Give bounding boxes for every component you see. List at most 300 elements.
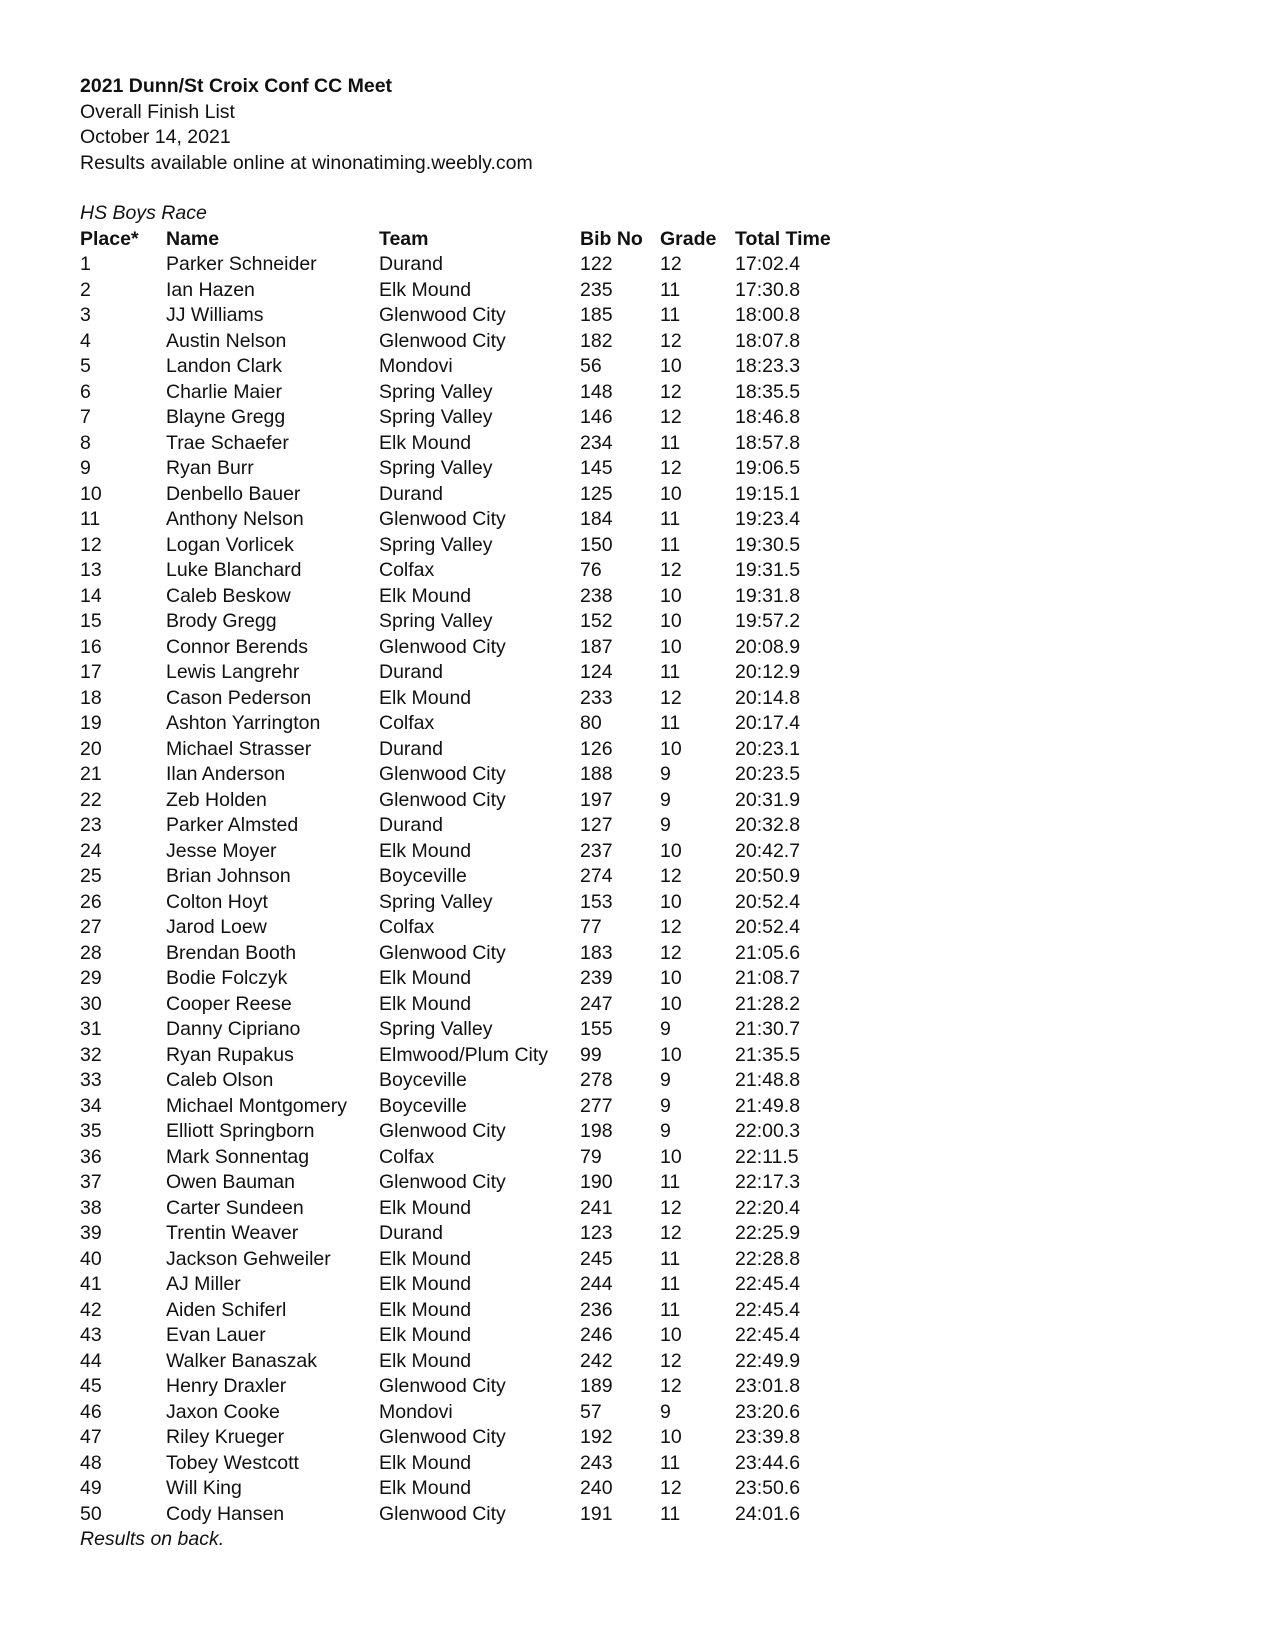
cell-time: 20:23.5 (735, 763, 801, 785)
cell-place: 10 (80, 482, 102, 505)
table-row (80, 1068, 875, 1094)
cell-team: Boyceville (379, 865, 467, 887)
table-row (80, 1502, 875, 1528)
cell-grade: 10 (660, 839, 682, 862)
cell-name: Ilan Anderson (166, 763, 286, 785)
cell-bib: 76 (580, 559, 602, 581)
table-row (80, 686, 875, 712)
cell-name: Tobey Westcott (166, 1451, 299, 1474)
cell-time: 21:30.7 (735, 1018, 801, 1040)
meet-date: October 14, 2021 (80, 126, 231, 148)
cell-place: 15 (80, 610, 102, 632)
cell-time: 23:39.8 (735, 1426, 801, 1448)
cell-bib: 236 (580, 1298, 613, 1321)
cell-time: 21:35.5 (735, 1043, 801, 1066)
table-row (80, 1425, 875, 1451)
cell-bib: 246 (580, 1324, 613, 1346)
cell-time: 22:17.3 (735, 1171, 801, 1193)
table-row (80, 303, 875, 329)
cell-bib: 235 (580, 278, 613, 301)
cell-place: 44 (80, 1349, 102, 1372)
cell-time: 18:23.3 (735, 355, 801, 377)
cell-place: 28 (80, 941, 102, 964)
cell-time: 20:14.8 (735, 686, 801, 709)
cell-name: Blayne Gregg (166, 406, 286, 428)
cell-place: 31 (80, 1018, 102, 1040)
cell-team: Elk Mound (379, 1247, 472, 1270)
cell-grade: 11 (660, 1273, 681, 1295)
cell-place: 43 (80, 1324, 102, 1346)
cell-name: Trentin Weaver (166, 1222, 299, 1244)
cell-time: 22:45.4 (735, 1298, 801, 1321)
cell-place: 22 (80, 788, 102, 811)
cell-bib: 234 (580, 431, 613, 454)
cell-time: 22:11.5 (735, 1145, 799, 1168)
cell-place: 7 (80, 406, 91, 428)
results-table (80, 227, 875, 1528)
table-row (80, 507, 875, 533)
cell-grade: 11 (660, 1451, 681, 1474)
cell-grade: 11 (660, 1171, 681, 1193)
cell-team: Spring Valley (379, 406, 493, 428)
cell-time: 20:50.9 (735, 865, 801, 887)
cell-team: Elk Mound (379, 431, 472, 454)
cell-name: Denbello Bauer (166, 482, 301, 505)
cell-bib: 185 (580, 304, 613, 326)
cell-team: Glenwood City (379, 635, 506, 658)
cell-bib: 233 (580, 686, 613, 709)
cell-grade: 12 (660, 865, 682, 887)
cell-team: Elk Mound (379, 1324, 472, 1346)
cell-team: Glenwood City (379, 941, 506, 964)
table-row (80, 1374, 875, 1400)
cell-team: Glenwood City (379, 1375, 506, 1397)
results-header-row (80, 227, 875, 253)
cell-grade: 9 (660, 1094, 671, 1117)
cell-place: 6 (80, 380, 91, 403)
cell-bib: 183 (580, 941, 613, 964)
cell-bib: 240 (580, 1477, 613, 1499)
table-row (80, 1349, 875, 1375)
table-row (80, 1247, 875, 1273)
cell-grade: 10 (660, 355, 682, 377)
cell-bib: 77 (580, 916, 602, 938)
cell-grade: 12 (660, 380, 682, 403)
cell-time: 23:44.6 (735, 1451, 801, 1474)
cell-team: Elk Mound (379, 992, 472, 1015)
cell-grade: 12 (660, 941, 682, 964)
cell-bib: 146 (580, 406, 613, 428)
cell-grade: 12 (660, 916, 682, 938)
cell-team: Colfax (379, 559, 435, 581)
cell-grade: 12 (660, 686, 682, 709)
cell-grade: 10 (660, 635, 682, 658)
cell-time: 20:31.9 (735, 788, 801, 811)
cell-place: 29 (80, 967, 102, 989)
cell-place: 19 (80, 712, 102, 734)
cell-place: 20 (80, 737, 102, 760)
cell-bib: 152 (580, 610, 613, 632)
cell-bib: 244 (580, 1273, 613, 1295)
cell-bib: 188 (580, 763, 613, 785)
cell-team: Durand (379, 1222, 443, 1244)
cell-name: Ryan Rupakus (166, 1043, 294, 1066)
results-online-note: Results available online at winonatiming.weebly.com (80, 151, 533, 174)
col-header-place: Place* (80, 227, 139, 250)
cell-team: Elk Mound (379, 967, 472, 989)
cell-bib: 153 (580, 890, 613, 913)
cell-place: 26 (80, 890, 102, 913)
table-row (80, 482, 875, 508)
cell-name: Colton Hoyt (166, 890, 268, 913)
cell-time: 22:45.4 (735, 1273, 801, 1295)
cell-place: 45 (80, 1375, 102, 1397)
cell-grade: 9 (660, 1120, 671, 1142)
meet-title: 2021 Dunn/St Croix Conf CC Meet (80, 75, 393, 97)
col-header-grade: Grade (660, 227, 717, 250)
cell-name: Henry Draxler (166, 1375, 287, 1397)
cell-name: Jarod Loew (166, 916, 267, 938)
cell-name: Evan Lauer (166, 1324, 266, 1346)
cell-bib: 238 (580, 584, 613, 607)
cell-name: Anthony Nelson (166, 508, 304, 530)
cell-grade: 10 (660, 1426, 682, 1448)
cell-team: Durand (379, 661, 443, 683)
table-row (80, 660, 875, 686)
cell-grade: 11 (660, 278, 681, 301)
cell-time: 20:17.4 (735, 712, 801, 734)
cell-bib: 237 (580, 839, 613, 862)
col-header-team: Team (379, 227, 429, 250)
list-subtitle: Overall Finish List (80, 100, 235, 123)
cell-name: Ian Hazen (166, 278, 255, 301)
cell-time: 18:57.8 (735, 431, 801, 454)
cell-grade: 9 (660, 814, 671, 836)
cell-time: 18:46.8 (735, 406, 801, 428)
cell-name: Jaxon Cooke (166, 1400, 280, 1423)
table-row (80, 1094, 875, 1120)
cell-time: 18:35.5 (735, 380, 801, 403)
cell-team: Spring Valley (379, 610, 493, 632)
table-row (80, 1272, 875, 1298)
cell-grade: 10 (660, 992, 682, 1015)
table-row (80, 431, 875, 457)
cell-team: Boyceville (379, 1069, 467, 1091)
cell-name: Logan Vorlicek (166, 533, 294, 556)
cell-team: Spring Valley (379, 380, 493, 403)
col-header-time: Total Time (735, 227, 831, 250)
table-row (80, 813, 875, 839)
cell-name: Caleb Beskow (166, 584, 291, 607)
cell-team: Glenwood City (379, 1120, 506, 1142)
cell-place: 34 (80, 1094, 102, 1117)
table-row (80, 1476, 875, 1502)
cell-place: 13 (80, 559, 102, 581)
cell-bib: 182 (580, 329, 613, 352)
cell-time: 19:15.1 (735, 482, 801, 505)
table-row (80, 456, 875, 482)
col-header-name: Name (166, 227, 220, 250)
cell-time: 20:12.9 (735, 661, 801, 683)
cell-grade: 12 (660, 559, 682, 581)
cell-bib: 198 (580, 1120, 613, 1142)
cell-place: 40 (80, 1247, 102, 1270)
cell-place: 42 (80, 1298, 102, 1321)
cell-bib: 245 (580, 1247, 613, 1270)
cell-bib: 123 (580, 1222, 613, 1244)
cell-grade: 10 (660, 610, 682, 632)
cell-team: Glenwood City (379, 763, 506, 785)
cell-time: 21:28.2 (735, 992, 801, 1015)
cell-team: Glenwood City (379, 508, 506, 530)
cell-time: 17:30.8 (735, 278, 801, 301)
cell-name: Austin Nelson (166, 329, 287, 352)
cell-name: Lewis Langrehr (166, 661, 300, 683)
cell-grade: 12 (660, 1477, 682, 1499)
cell-name: Brendan Booth (166, 941, 297, 964)
cell-grade: 12 (660, 457, 682, 479)
cell-team: Colfax (379, 1145, 435, 1168)
table-row (80, 941, 875, 967)
cell-place: 18 (80, 686, 102, 709)
cell-grade: 10 (660, 890, 682, 913)
cell-grade: 11 (660, 533, 681, 556)
table-row (80, 1221, 875, 1247)
table-row (80, 1043, 875, 1069)
cell-name: Carter Sundeen (166, 1196, 304, 1219)
cell-time: 24:01.6 (735, 1502, 801, 1525)
cell-bib: 241 (580, 1196, 613, 1219)
cell-place: 33 (80, 1069, 102, 1091)
cell-team: Durand (379, 253, 443, 275)
cell-grade: 12 (660, 406, 682, 428)
cell-grade: 9 (660, 763, 671, 785)
cell-grade: 11 (660, 304, 681, 326)
table-row (80, 1196, 875, 1222)
cell-bib: 99 (580, 1043, 602, 1066)
cell-team: Elk Mound (379, 1196, 472, 1219)
cell-bib: 274 (580, 865, 613, 887)
cell-grade: 12 (660, 253, 682, 275)
cell-place: 48 (80, 1451, 102, 1474)
cell-team: Elk Mound (379, 1451, 472, 1474)
cell-name: Aiden Schiferl (166, 1298, 287, 1321)
cell-place: 1 (80, 253, 91, 275)
cell-team: Glenwood City (379, 1502, 506, 1525)
cell-name: Walker Banaszak (166, 1349, 318, 1372)
cell-place: 17 (80, 661, 102, 683)
cell-name: Zeb Holden (166, 788, 267, 811)
cell-place: 41 (80, 1273, 102, 1295)
cell-name: Bodie Folczyk (166, 967, 288, 989)
cell-team: Spring Valley (379, 457, 493, 479)
cell-grade: 12 (660, 1349, 682, 1372)
cell-place: 24 (80, 839, 102, 862)
cell-grade: 10 (660, 1145, 682, 1168)
table-row (80, 635, 875, 661)
cell-place: 37 (80, 1171, 102, 1193)
cell-time: 22:49.9 (735, 1349, 801, 1372)
table-row (80, 609, 875, 635)
cell-time: 21:48.8 (735, 1069, 801, 1091)
table-row (80, 1323, 875, 1349)
cell-name: Elliott Springborn (166, 1120, 315, 1142)
table-row (80, 1298, 875, 1324)
table-row (80, 278, 875, 304)
cell-bib: 278 (580, 1069, 613, 1091)
cell-place: 8 (80, 431, 91, 454)
cell-grade: 9 (660, 1018, 671, 1040)
table-row (80, 1017, 875, 1043)
cell-grade: 11 (660, 712, 681, 734)
cell-team: Glenwood City (379, 1426, 506, 1448)
cell-time: 23:01.8 (735, 1375, 801, 1397)
cell-bib: 155 (580, 1018, 613, 1040)
cell-grade: 10 (660, 737, 682, 760)
cell-name: JJ Williams (166, 304, 264, 326)
cell-grade: 12 (660, 1196, 682, 1219)
cell-place: 12 (80, 533, 102, 556)
cell-name: Ashton Yarrington (166, 712, 321, 734)
cell-grade: 11 (660, 431, 681, 454)
cell-time: 18:07.8 (735, 329, 801, 352)
cell-name: Cooper Reese (166, 992, 292, 1015)
cell-bib: 122 (580, 253, 613, 275)
cell-time: 20:52.4 (735, 890, 801, 913)
cell-place: 16 (80, 635, 102, 658)
cell-grade: 11 (660, 1247, 681, 1270)
cell-place: 4 (80, 329, 91, 352)
cell-time: 20:42.7 (735, 839, 801, 862)
table-row (80, 864, 875, 890)
results-footer-note: Results on back. (80, 1528, 225, 1550)
cell-team: Spring Valley (379, 1018, 493, 1040)
cell-bib: 57 (580, 1400, 602, 1423)
cell-name: Brian Johnson (166, 865, 291, 887)
cell-time: 20:52.4 (735, 916, 801, 938)
cell-place: 2 (80, 278, 91, 301)
cell-name: Danny Cipriano (166, 1018, 301, 1040)
cell-time: 17:02.4 (735, 253, 801, 275)
cell-name: Will King (166, 1477, 242, 1499)
table-row (80, 788, 875, 814)
cell-team: Elk Mound (379, 1273, 472, 1295)
results-body (80, 252, 875, 1527)
cell-grade: 12 (660, 329, 682, 352)
table-row (80, 762, 875, 788)
cell-grade: 10 (660, 584, 682, 607)
cell-bib: 148 (580, 380, 613, 403)
cell-place: 46 (80, 1400, 102, 1423)
cell-name: Trae Schaefer (166, 431, 289, 454)
cell-team: Elk Mound (379, 584, 472, 607)
cell-time: 19:31.8 (735, 584, 801, 607)
cell-place: 50 (80, 1502, 102, 1525)
table-row (80, 252, 875, 278)
table-row (80, 329, 875, 355)
cell-time: 20:32.8 (735, 814, 801, 836)
results-document (80, 74, 875, 1553)
cell-team: Mondovi (379, 355, 453, 377)
cell-bib: 192 (580, 1426, 613, 1448)
cell-time: 21:05.6 (735, 941, 801, 964)
cell-grade: 10 (660, 482, 682, 505)
cell-team: Durand (379, 482, 443, 505)
cell-bib: 191 (580, 1502, 613, 1525)
cell-grade: 10 (660, 1324, 682, 1346)
cell-name: Mark Sonnentag (166, 1145, 310, 1168)
cell-place: 25 (80, 865, 102, 887)
table-row (80, 1451, 875, 1477)
table-row (80, 405, 875, 431)
cell-time: 19:23.4 (735, 508, 801, 530)
cell-place: 27 (80, 916, 102, 938)
cell-bib: 150 (580, 533, 613, 556)
cell-place: 47 (80, 1426, 102, 1448)
cell-team: Elk Mound (379, 1298, 472, 1321)
cell-team: Glenwood City (379, 329, 506, 352)
cell-bib: 56 (580, 355, 602, 377)
table-row (80, 1170, 875, 1196)
cell-name: Parker Schneider (166, 253, 317, 275)
cell-team: Colfax (379, 712, 435, 734)
cell-time: 22:25.9 (735, 1222, 801, 1244)
cell-place: 38 (80, 1196, 102, 1219)
cell-bib: 242 (580, 1349, 613, 1372)
cell-team: Durand (379, 737, 443, 760)
cell-bib: 126 (580, 737, 613, 760)
cell-team: Colfax (379, 916, 435, 938)
cell-place: 9 (80, 457, 91, 479)
cell-place: 14 (80, 584, 102, 607)
cell-name: Riley Krueger (166, 1426, 285, 1448)
cell-name: Cason Pederson (166, 686, 312, 709)
cell-team: Elk Mound (379, 1349, 472, 1372)
cell-place: 39 (80, 1222, 102, 1244)
col-header-bib: Bib No (580, 227, 643, 250)
cell-time: 20:23.1 (735, 737, 801, 760)
cell-time: 23:50.6 (735, 1477, 801, 1499)
cell-name: Landon Clark (166, 355, 282, 377)
table-row (80, 1145, 875, 1171)
table-row (80, 354, 875, 380)
cell-name: Ryan Burr (166, 457, 254, 479)
table-row (80, 890, 875, 916)
cell-time: 19:30.5 (735, 533, 801, 556)
cell-team: Spring Valley (379, 533, 493, 556)
cell-bib: 239 (580, 967, 613, 989)
table-row (80, 584, 875, 610)
cell-bib: 243 (580, 1451, 613, 1474)
cell-place: 3 (80, 304, 91, 326)
cell-bib: 277 (580, 1094, 613, 1117)
cell-name: Owen Bauman (166, 1171, 295, 1193)
cell-name: Jesse Moyer (166, 839, 277, 862)
cell-bib: 197 (580, 788, 613, 811)
cell-grade: 10 (660, 1043, 682, 1066)
table-row (80, 711, 875, 737)
cell-grade: 11 (660, 1502, 681, 1525)
cell-team: Boyceville (379, 1094, 467, 1117)
cell-time: 19:06.5 (735, 457, 801, 479)
cell-name: Jackson Gehweiler (166, 1247, 331, 1270)
table-row (80, 380, 875, 406)
cell-team: Elmwood/Plum City (379, 1043, 549, 1066)
cell-time: 19:57.2 (735, 610, 801, 632)
cell-name: Cody Hansen (166, 1502, 285, 1525)
cell-team: Elk Mound (379, 839, 472, 862)
cell-team: Spring Valley (379, 890, 493, 913)
